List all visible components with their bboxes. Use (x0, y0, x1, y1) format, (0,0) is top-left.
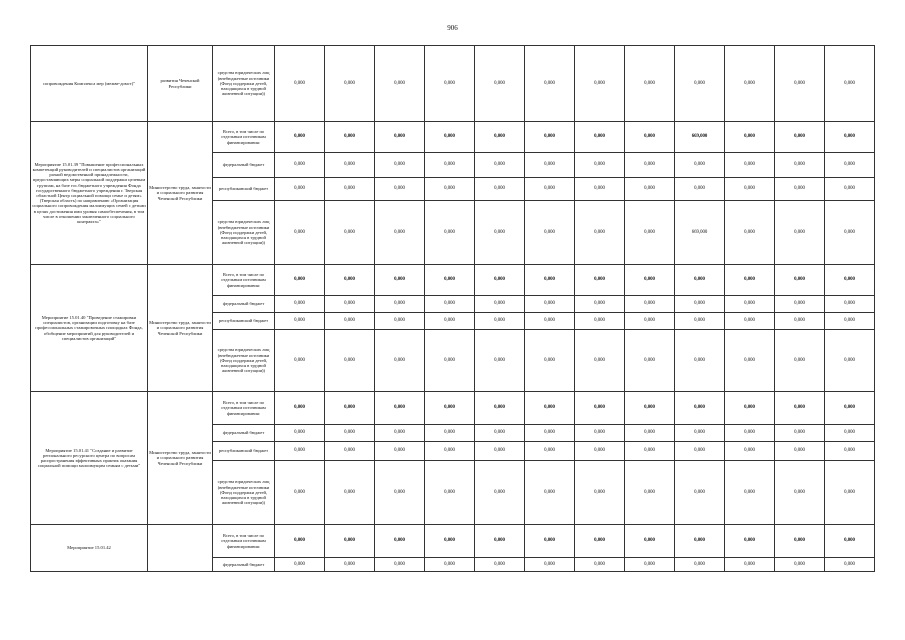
measure-description: Мероприятие 15.01.40 "Проведение стажировки специалистов, организации подготовку на базе профессиональных стажировочных площадках Фонда, обобщение мероприятий для руководителей и специалистов организаций" (31, 265, 148, 392)
amount-cell: 0,000 (775, 330, 825, 392)
funding-source-cell: Всего, в том числе по отдельным источникам финансирования: (213, 525, 275, 558)
amount-cell: 0,000 (575, 178, 625, 201)
amount-cell: 0,000 (775, 525, 825, 558)
amount-cell: 0,000 (325, 425, 375, 442)
amount-cell: 0,000 (475, 330, 525, 392)
funding-source-cell: федеральный бюджет (213, 558, 275, 572)
amount-cell: 0,000 (575, 425, 625, 442)
amount-cell: 0,000 (525, 558, 575, 572)
amount-cell: 0,000 (525, 296, 575, 313)
amount-cell: 0,000 (325, 201, 375, 265)
page-number: 906 (447, 24, 458, 32)
amount-cell: 0,000 (375, 461, 425, 525)
amount-cell: 0,000 (275, 201, 325, 265)
amount-cell: 0,000 (825, 425, 875, 442)
amount-cell: 0,000 (675, 558, 725, 572)
amount-cell: 0,000 (425, 442, 475, 461)
amount-cell: 0,000 (675, 461, 725, 525)
amount-cell: 0,000 (725, 461, 775, 525)
amount-cell: 0,000 (475, 265, 525, 296)
amount-cell: 0,000 (375, 265, 425, 296)
amount-cell: 0,000 (625, 296, 675, 313)
amount-cell: 0,000 (725, 153, 775, 178)
amount-cell: 0,000 (625, 392, 675, 425)
amount-cell: 0,000 (575, 122, 625, 153)
amount-cell: 0,000 (775, 461, 825, 525)
amount-cell: 0,000 (775, 425, 825, 442)
amount-cell: 0,000 (525, 122, 575, 153)
amount-cell: 0,000 (525, 265, 575, 296)
amount-cell: 0,000 (825, 153, 875, 178)
amount-cell: 0,000 (825, 558, 875, 572)
amount-cell: 0,000 (575, 265, 625, 296)
amount-cell: 0,000 (675, 392, 725, 425)
amount-cell: 0,000 (275, 296, 325, 313)
amount-cell: 0,000 (775, 46, 825, 122)
amount-cell: 0,000 (375, 46, 425, 122)
amount-cell: 0,000 (675, 178, 725, 201)
amount-cell: 0,000 (725, 122, 775, 153)
amount-cell: 0,000 (575, 392, 625, 425)
funding-source-cell: средства юридических лиц (внебюджетные источники (Фонд поддержки детей, находящихся в трудной жизненной ситуации)) (213, 461, 275, 525)
amount-cell: 0,000 (675, 442, 725, 461)
amount-cell: 0,000 (725, 313, 775, 330)
funding-source-cell: федеральный бюджет (213, 296, 275, 313)
amount-cell: 0,000 (725, 442, 775, 461)
amount-cell: 0,000 (425, 313, 475, 330)
funding-source-cell: Всего, в том числе по отдельным источникам финансирования: (213, 122, 275, 153)
amount-cell: 0,000 (375, 153, 425, 178)
amount-cell: 0,000 (575, 442, 625, 461)
amount-cell: 0,000 (825, 122, 875, 153)
amount-cell: 0,000 (525, 201, 575, 265)
amount-cell: 0,000 (325, 558, 375, 572)
amount-cell: 0,000 (625, 265, 675, 296)
funding-source-cell: Всего, в том числе по отдельным источникам финансирования: (213, 265, 275, 296)
amount-cell: 0,000 (375, 178, 425, 201)
amount-cell: 0,000 (425, 525, 475, 558)
executor-cell: Министерство труда, занятости и социального развития Чеченской Республики (148, 265, 213, 392)
amount-cell: 0,000 (775, 265, 825, 296)
amount-cell: 0,000 (325, 392, 375, 425)
amount-cell: 0,000 (425, 153, 475, 178)
amount-cell: 0,000 (775, 313, 825, 330)
amount-cell: 0,000 (725, 296, 775, 313)
amount-cell: 0,000 (325, 525, 375, 558)
amount-cell: 0,000 (325, 122, 375, 153)
amount-cell: 669,000 (675, 122, 725, 153)
amount-cell: 0,000 (625, 201, 675, 265)
amount-cell: 0,000 (375, 330, 425, 392)
amount-cell: 0,000 (525, 442, 575, 461)
executor-cell (148, 525, 213, 572)
amount-cell: 0,000 (625, 442, 675, 461)
amount-cell: 0,000 (625, 46, 675, 122)
amount-cell: 0,000 (425, 425, 475, 442)
measure-description: Мероприятие 15.01.42 (31, 525, 148, 572)
amount-cell: 0,000 (575, 525, 625, 558)
amount-cell: 0,000 (575, 296, 625, 313)
amount-cell: 0,000 (675, 153, 725, 178)
measure-description: Мероприятие 15.01.39 "Повышение профессиональных компетенций руководителей и специалистов организаций разной ведомственной принадлежности, предоставляющих меры социальной поддержки целевым группам, на базе гос.бюджетного учреждения Фонда государственного бюджетного учреждения г. Тверская областной Центр социальной помощи семье и детям» (Тверская область) по направлению «Организация социального сопровождения малоимущих семей с детьми в целях достижения ими уровня самообеспечения, в том числе в отношении заключенного социального контракта»" (31, 122, 148, 265)
amount-cell: 0,000 (425, 558, 475, 572)
amount-cell: 0,000 (825, 46, 875, 122)
measure-description: сопровождения Комплекса мер (межве-домст)" (31, 46, 148, 122)
amount-cell: 0,000 (425, 461, 475, 525)
amount-cell: 0,000 (275, 392, 325, 425)
amount-cell: 0,000 (425, 330, 475, 392)
amount-cell: 0,000 (425, 201, 475, 265)
amount-cell: 0,000 (625, 330, 675, 392)
table-row (31, 525, 875, 558)
funding-source-cell: федеральный бюджет (213, 425, 275, 442)
amount-cell: 0,000 (275, 425, 325, 442)
budget-table (30, 45, 875, 572)
amount-cell: 0,000 (375, 122, 425, 153)
amount-cell: 0,000 (725, 46, 775, 122)
amount-cell: 0,000 (525, 425, 575, 442)
amount-cell: 0,000 (275, 178, 325, 201)
amount-cell: 0,000 (475, 201, 525, 265)
amount-cell: 0,000 (825, 265, 875, 296)
amount-cell: 0,000 (675, 296, 725, 313)
amount-cell: 0,000 (275, 330, 325, 392)
amount-cell: 0,000 (325, 330, 375, 392)
amount-cell: 0,000 (775, 153, 825, 178)
amount-cell: 0,000 (275, 558, 325, 572)
amount-cell: 0,000 (275, 442, 325, 461)
amount-cell: 0,000 (825, 313, 875, 330)
amount-cell: 0,000 (475, 425, 525, 442)
amount-cell: 0,000 (375, 442, 425, 461)
amount-cell: 0,000 (425, 122, 475, 153)
amount-cell: 0,000 (475, 313, 525, 330)
amount-cell: 0,000 (725, 525, 775, 558)
table-row (31, 265, 875, 296)
amount-cell: 0,000 (325, 313, 375, 330)
amount-cell: 0,000 (275, 461, 325, 525)
amount-cell: 0,000 (475, 296, 525, 313)
amount-cell: 0,000 (775, 392, 825, 425)
amount-cell: 0,000 (375, 392, 425, 425)
amount-cell: 0,000 (625, 525, 675, 558)
amount-cell: 0,000 (475, 46, 525, 122)
amount-cell: 0,000 (375, 425, 425, 442)
amount-cell: 0,000 (775, 296, 825, 313)
amount-cell: 0,000 (525, 313, 575, 330)
amount-cell: 0,000 (575, 558, 625, 572)
amount-cell: 0,000 (675, 265, 725, 296)
funding-source-cell: средства юридических лиц (внебюджетные источники (Фонд поддержки детей, находящихся в трудной жизненной ситуации)) (213, 330, 275, 392)
amount-cell: 0,000 (275, 313, 325, 330)
amount-cell: 0,000 (375, 313, 425, 330)
amount-cell: 0,000 (525, 461, 575, 525)
amount-cell: 0,000 (725, 265, 775, 296)
amount-cell: 0,000 (325, 153, 375, 178)
amount-cell: 0,000 (725, 178, 775, 201)
amount-cell: 0,000 (825, 330, 875, 392)
amount-cell: 0,000 (275, 153, 325, 178)
amount-cell: 0,000 (425, 265, 475, 296)
amount-cell: 0,000 (825, 201, 875, 265)
amount-cell: 0,000 (725, 425, 775, 442)
amount-cell: 0,000 (775, 122, 825, 153)
executor-cell: Министерство труда, занятости и социального развития Чеченской Республики (148, 392, 213, 525)
amount-cell: 0,000 (375, 296, 425, 313)
amount-cell: 0,000 (375, 525, 425, 558)
amount-cell: 0,000 (625, 178, 675, 201)
amount-cell: 0,000 (575, 153, 625, 178)
amount-cell: 0,000 (525, 392, 575, 425)
amount-cell: 0,000 (675, 425, 725, 442)
amount-cell: 0,000 (775, 201, 825, 265)
table-body (31, 46, 875, 572)
funding-source-cell: республиканский бюджет (213, 178, 275, 201)
executor-cell: Министерство труда, занятости и социального развития Чеченской Республики (148, 122, 213, 265)
amount-cell: 0,000 (275, 122, 325, 153)
amount-cell: 0,000 (275, 46, 325, 122)
amount-cell: 0,000 (525, 178, 575, 201)
table-row (31, 122, 875, 153)
amount-cell: 0,000 (775, 442, 825, 461)
table-row (31, 46, 875, 122)
measure-description: Мероприятие 15.01.41 "Создание и развитие регионального ресурсного центра по вопросам распространения эффективных практик оказания социальной помощи малоимущим семьям с детьми" (31, 392, 148, 525)
funding-source-cell: средства юридических лиц (внебюджетные источники (Фонд поддержки детей, находящихся в трудной жизненной ситуации)) (213, 46, 275, 122)
amount-cell: 0,000 (675, 525, 725, 558)
amount-cell: 669,000 (675, 201, 725, 265)
amount-cell: 0,000 (375, 201, 425, 265)
amount-cell: 0,000 (825, 392, 875, 425)
amount-cell: 0,000 (725, 330, 775, 392)
amount-cell: 0,000 (475, 122, 525, 153)
amount-cell: 0,000 (625, 122, 675, 153)
amount-cell: 0,000 (475, 442, 525, 461)
amount-cell: 0,000 (825, 442, 875, 461)
funding-source-cell: республиканский бюджет (213, 313, 275, 330)
amount-cell: 0,000 (475, 558, 525, 572)
table-row (31, 392, 875, 425)
amount-cell: 0,000 (525, 46, 575, 122)
amount-cell: 0,000 (675, 313, 725, 330)
amount-cell: 0,000 (625, 153, 675, 178)
amount-cell: 0,000 (825, 461, 875, 525)
amount-cell: 0,000 (625, 461, 675, 525)
amount-cell: 0,000 (475, 178, 525, 201)
amount-cell: 0,000 (425, 178, 475, 201)
amount-cell: 0,000 (325, 296, 375, 313)
amount-cell: 0,000 (825, 296, 875, 313)
amount-cell: 0,000 (325, 442, 375, 461)
amount-cell: 0,000 (725, 392, 775, 425)
amount-cell: 0,000 (575, 201, 625, 265)
amount-cell: 0,000 (625, 558, 675, 572)
executor-cell: развития Чеченской Республики (148, 46, 213, 122)
amount-cell: 0,000 (475, 525, 525, 558)
amount-cell: 0,000 (525, 525, 575, 558)
funding-source-cell: Всего, в том числе по отдельным источникам финансирования: (213, 392, 275, 425)
amount-cell: 0,000 (325, 265, 375, 296)
amount-cell: 0,000 (325, 178, 375, 201)
amount-cell: 0,000 (575, 46, 625, 122)
amount-cell: 0,000 (525, 330, 575, 392)
amount-cell: 0,000 (675, 330, 725, 392)
amount-cell: 0,000 (625, 425, 675, 442)
amount-cell: 0,000 (325, 461, 375, 525)
funding-source-cell: республиканский бюджет (213, 442, 275, 461)
amount-cell: 0,000 (475, 461, 525, 525)
amount-cell: 0,000 (725, 201, 775, 265)
amount-cell: 0,000 (475, 153, 525, 178)
amount-cell: 0,000 (325, 46, 375, 122)
amount-cell: 0,000 (825, 178, 875, 201)
amount-cell: 0,000 (375, 558, 425, 572)
amount-cell: 0,000 (575, 461, 625, 525)
amount-cell: 0,000 (425, 392, 475, 425)
amount-cell: 0,000 (725, 558, 775, 572)
amount-cell: 0,000 (275, 525, 325, 558)
funding-source-cell: федеральный бюджет (213, 153, 275, 178)
funding-source-cell: средства юридических лиц (внебюджетные источники (Фонд поддержки детей, находящихся в трудной жизненной ситуации)) (213, 201, 275, 265)
amount-cell: 0,000 (425, 296, 475, 313)
amount-cell: 0,000 (625, 313, 675, 330)
amount-cell: 0,000 (575, 330, 625, 392)
amount-cell: 0,000 (675, 46, 725, 122)
amount-cell: 0,000 (425, 46, 475, 122)
amount-cell: 0,000 (475, 392, 525, 425)
amount-cell: 0,000 (575, 313, 625, 330)
amount-cell: 0,000 (275, 265, 325, 296)
amount-cell: 0,000 (525, 153, 575, 178)
amount-cell: 0,000 (825, 525, 875, 558)
amount-cell: 0,000 (775, 558, 825, 572)
amount-cell: 0,000 (775, 178, 825, 201)
